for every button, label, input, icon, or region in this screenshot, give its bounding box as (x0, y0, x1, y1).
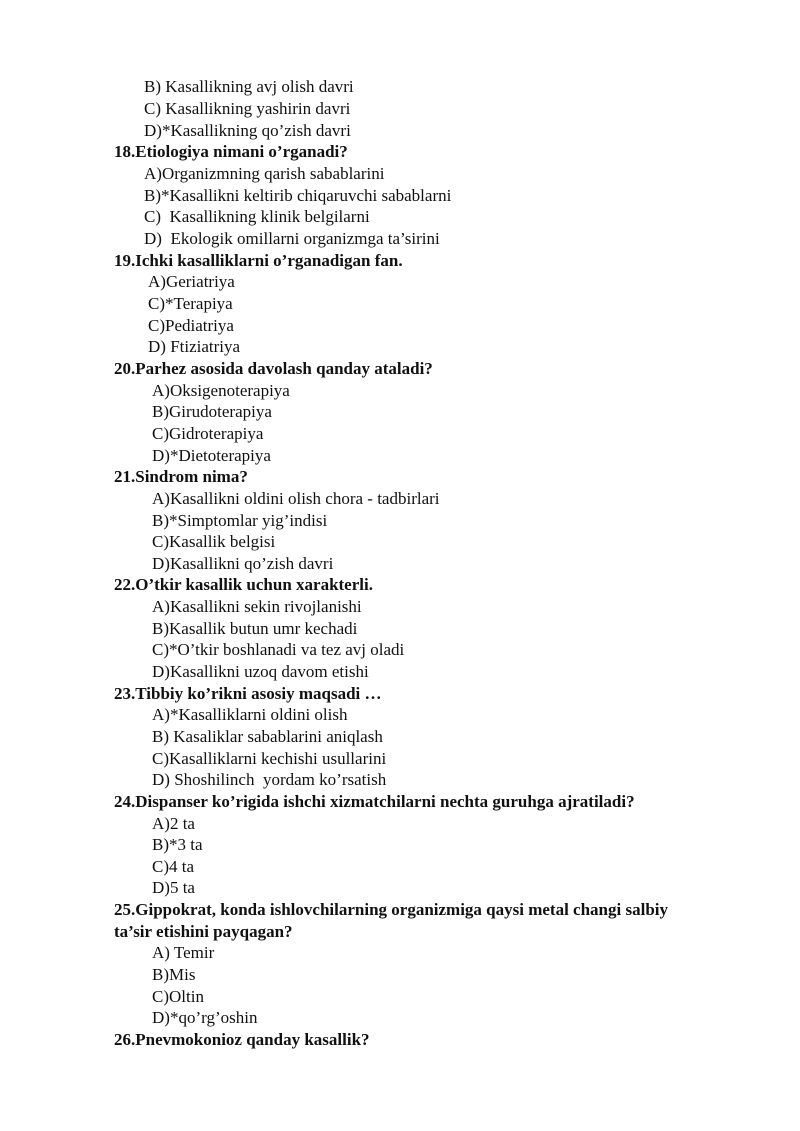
answer-option: C)*O’tkir boshlanadi va tez avj oladi (152, 640, 405, 659)
question-19: 19.Ichki kasalliklarni o’rganadigan fan. (114, 251, 403, 270)
answer-option: D) Ekologik omillarni organizmga ta’sirini (144, 229, 440, 248)
answer-option: C)Pediatriya (148, 316, 234, 335)
answer-option: B)*3 ta (152, 835, 203, 854)
answer-option: C) Kasallikning yashirin davri (144, 99, 351, 118)
answer-option: C)Kasallik belgisi (152, 532, 276, 551)
answer-option: B)Mis (152, 965, 196, 984)
answer-option: B)*Simptomlar yig’indisi (152, 511, 328, 530)
question-23: 23.Tibbiy ko’rikni asosiy maqsadi … (114, 684, 382, 703)
answer-option: D)*qo’rg’oshin (152, 1008, 258, 1027)
answer-option: C)Oltin (152, 987, 204, 1006)
answer-option: D) Ftiziatriya (148, 337, 241, 356)
question-18: 18.Etiologiya nimani o’rganadi? (114, 142, 348, 161)
question-20: 20.Parhez asosida davolash qanday ataladi? (114, 359, 433, 378)
answer-option: A)Organizmning qarish sabablarini (144, 164, 385, 183)
answer-option: B) Kasallikning avj olish davri (144, 77, 354, 96)
answer-option: B)*Kasallikni keltirib chiqaruvchi sabablarni (144, 186, 452, 205)
answer-option: C)*Terapiya (148, 294, 233, 313)
question-26: 26.Pnevmokonioz qanday kasallik? (114, 1030, 370, 1049)
question-24: 24.Dispanser ko’rigida ishchi xizmatchilarni nechta guruhga ajratiladi? (114, 792, 635, 811)
answer-option: B)Kasallik butun umr kechadi (152, 619, 358, 638)
answer-option: D)*Kasallikning qo’zish davri (144, 121, 351, 140)
question-25-continued: ta’sir etishini payqagan? (114, 922, 293, 941)
question-22: 22.O’tkir kasallik uchun xarakterli. (114, 575, 373, 594)
answer-option: A)*Kasalliklarni oldini olish (152, 705, 348, 724)
answer-option: A)Kasallikni oldini olish chora - tadbirlari (152, 489, 440, 508)
answer-option: A)Kasallikni sekin rivojlanishi (152, 597, 362, 616)
question-25: 25.Gippokrat, konda ishlovchilarning organizmiga qaysi metal changi salbiy (114, 900, 669, 919)
answer-option: A)2 ta (152, 814, 195, 833)
answer-option: C)Gidroterapiya (152, 424, 264, 443)
answer-option: B)Girudoterapiya (152, 402, 272, 421)
answer-option: D)Kasallikni uzoq davom etishi (152, 662, 369, 681)
answer-option: C)4 ta (152, 857, 195, 876)
answer-option: B) Kasaliklar sabablarini aniqlash (152, 727, 383, 746)
answer-option: D)Kasallikni qo’zish davri (152, 554, 334, 573)
answer-option: C) Kasallikning klinik belgilarni (144, 207, 370, 226)
answer-option: D) Shoshilinch yordam ko’rsatish (152, 770, 387, 789)
answer-option: A)Geriatriya (148, 272, 235, 291)
answer-option: A)Oksigenoterapiya (152, 381, 290, 400)
answer-option: D)*Dietoterapiya (152, 446, 271, 465)
answer-option: A) Temir (152, 943, 215, 962)
answer-option: C)Kasalliklarni kechishi usullarini (152, 749, 387, 768)
answer-option: D)5 ta (152, 878, 195, 897)
question-21: 21.Sindrom nima? (114, 467, 248, 486)
